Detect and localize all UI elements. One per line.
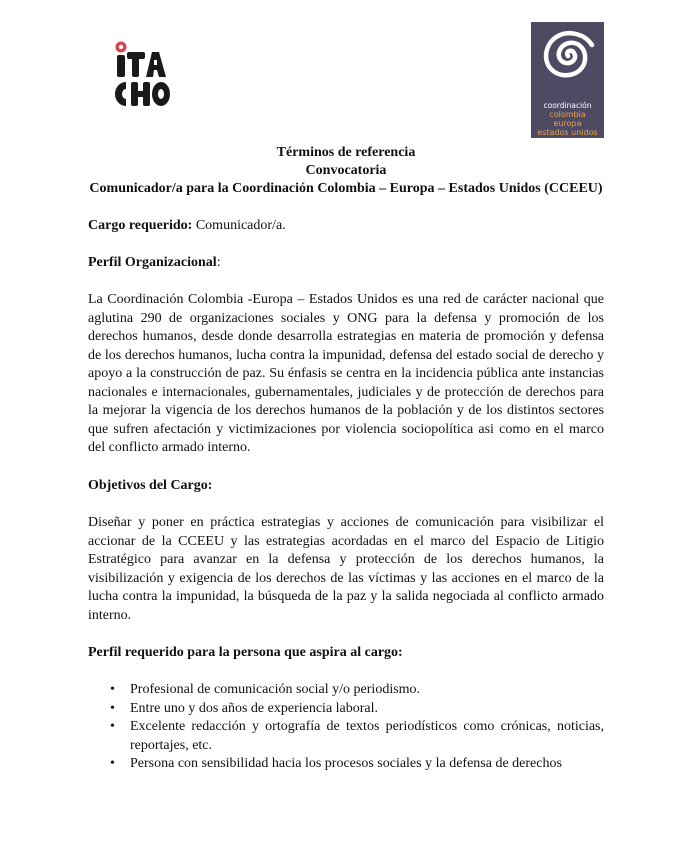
section-heading: Perfil Organizacional <box>88 255 217 270</box>
cargo-label: Cargo requerido: <box>88 218 193 233</box>
logo-text-line: estados unidos <box>537 128 598 137</box>
list-item-text: Profesional de comunicación social y/o periodismo. <box>130 682 421 697</box>
bullet-icon: • <box>110 719 115 734</box>
spiral-icon <box>537 26 597 88</box>
logo-text-line: colombia <box>549 110 586 119</box>
bullet-icon: • <box>110 682 115 697</box>
title-line-1: Términos de referencia <box>276 145 416 160</box>
itacho-logo <box>106 38 172 110</box>
perfil-organizacional-paragraph: La Coordinación Colombia -Europa – Estados Unidos es una red de carácter nacional que aglutina 290 de organizaciones sociales y ONG para la defensa y promoción de los derechos humanos, desde donde desarrolla estrategias en materia de promoción y defensa de los derechos humanos, lucha contra la impunidad, defensa del estado social de derecho y apoyo a la construcción de paz. Su énfasis se centra en la incidencia pública ante instancias nacionales e internacionales, gubernamentales, judiciales y de protección de derechos para la mejorar la vigencia de los derechos humanos de la población y de los distintos sectores que sufren afectación y victimizaciones por violencia sociopolítica asi como en el marco del conflicto armado interno. <box>88 292 604 455</box>
perfil-organizacional-heading <box>88 254 604 273</box>
objetivos-paragraph: Diseñar y poner en práctica estrategias y acciones de comunicación para visibilizar el accionar de la CCEEU y las estrategias acordadas en el marco del Espacio de Litigio Estratégico para avanzar en la defensa y protección de los derechos humanos, la visibilización y exigencia de los derechos de las víctimas y las acciones en el marco de la lucha contra la impunidad, la búsqueda de la paz y la salida negociada al conflicto armado interno. <box>88 515 604 623</box>
bullet-icon: • <box>110 756 115 771</box>
bullet-icon: • <box>110 700 115 716</box>
list-item <box>88 681 604 700</box>
title-line-3: Comunicador/a para la Coordinación Colombia – Europa – Estados Unidos (CCEEU) <box>89 181 603 196</box>
requirements-list <box>88 681 604 774</box>
list-item-text: Entre uno y dos años de experiencia laboral. <box>130 700 379 716</box>
list-item-text: Excelente redacción y ortografía de textos periodísticos como crónicas, noticias, reportajes, etc. <box>130 719 604 753</box>
list-item <box>88 755 604 774</box>
logo-text-line: europa <box>553 119 582 128</box>
coordinacion-logo <box>531 22 604 138</box>
list-item <box>88 700 604 719</box>
logo-text-line: coordinación <box>543 101 592 110</box>
list-item-text: Persona con sensibilidad hacia los procesos sociales y la defensa de derechos <box>130 756 562 771</box>
cargo-requerido <box>88 217 604 236</box>
title-line-2: Convocatoria <box>305 163 387 178</box>
list-item <box>88 718 604 755</box>
objetivos-heading: Objetivos del Cargo: <box>88 478 213 493</box>
heading-colon: : <box>216 255 221 270</box>
perfil-requerido-heading: Perfil requerido para la persona que aspira al cargo: <box>88 645 403 660</box>
cargo-value: Comunicador/a. <box>192 218 286 233</box>
